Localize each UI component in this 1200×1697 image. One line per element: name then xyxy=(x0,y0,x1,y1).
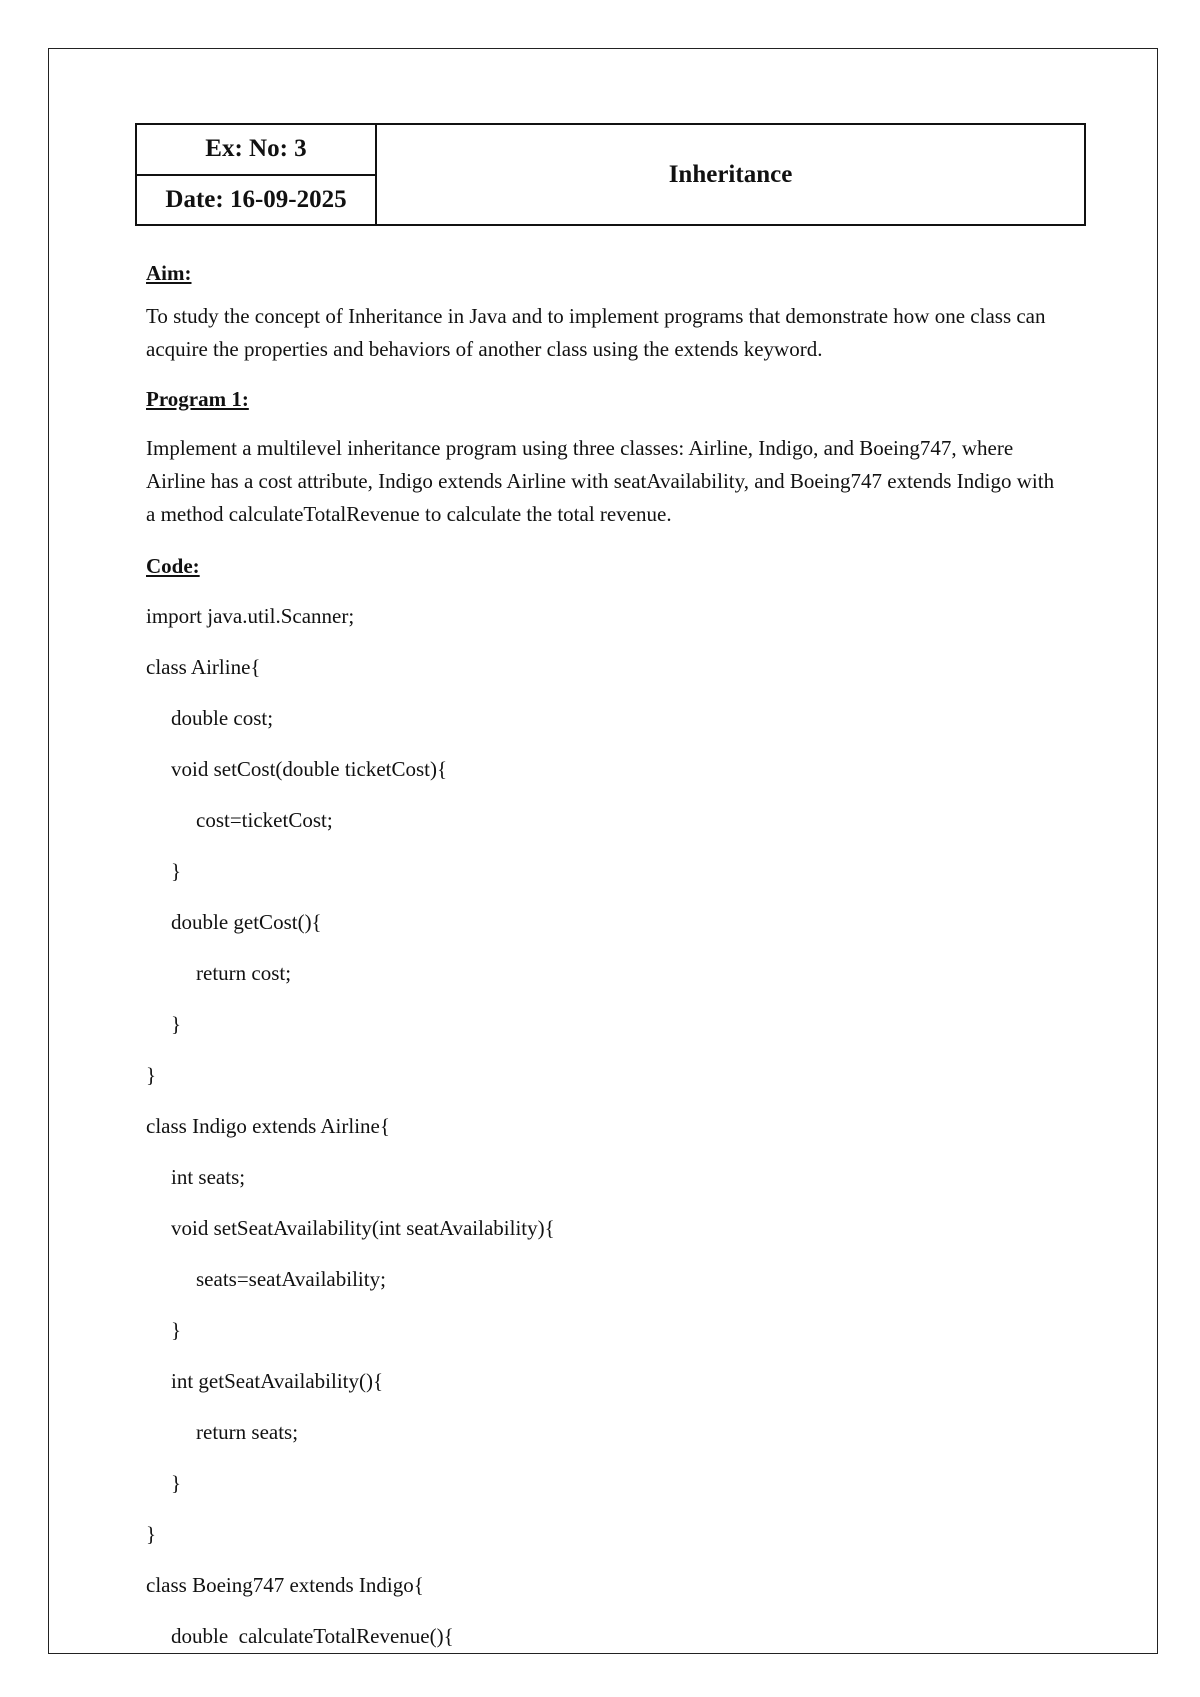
code-line: } xyxy=(171,1318,182,1342)
code-line: } xyxy=(171,1012,182,1036)
code-line: } xyxy=(171,859,182,883)
aim-heading: Aim: xyxy=(146,261,192,285)
exercise-title: Inheritance xyxy=(668,160,793,188)
code-line: int seats; xyxy=(171,1165,246,1189)
exercise-number: Ex: No: 3 xyxy=(137,125,375,176)
code-line: import java.util.Scanner; xyxy=(146,604,355,628)
code-line: return seats; xyxy=(196,1420,299,1444)
code-line: void setCost(double ticketCost){ xyxy=(171,757,448,781)
code-line: void setSeatAvailability(int seatAvailability){ xyxy=(171,1216,555,1240)
code-line: int getSeatAvailability(){ xyxy=(171,1369,384,1393)
document-body xyxy=(146,258,1066,1672)
code-line: } xyxy=(146,1522,157,1546)
code-line: double cost; xyxy=(171,706,274,730)
code-line: } xyxy=(171,1471,182,1495)
code-line: class Boeing747 extends Indigo{ xyxy=(146,1573,424,1597)
code-line: } xyxy=(146,1063,157,1087)
code-line: class Airline{ xyxy=(146,655,261,679)
program-heading: Program 1: xyxy=(146,387,249,411)
code-line: return cost; xyxy=(196,961,292,985)
code-block xyxy=(146,601,1066,1672)
code-line: class Indigo extends Airline{ xyxy=(146,1114,390,1138)
code-line: seats=seatAvailability; xyxy=(196,1267,386,1291)
header-table xyxy=(135,123,1086,226)
code-line: double calculateTotalRevenue(){ xyxy=(171,1624,454,1648)
aim-text: To study the concept of Inheritance in Java and to implement programs that demonstrate how one class can acquire the properties and behaviors of another class using the extends keyword. xyxy=(146,304,1046,361)
code-line: cost=ticketCost; xyxy=(196,808,333,832)
code-line: double getCost(){ xyxy=(171,910,322,934)
code-heading: Code: xyxy=(146,554,200,578)
program-description: Implement a multilevel inheritance program using three classes: Airline, Indigo, and Boeing747, where Airline has a cost attribute, Indigo extends Airline with seatAvailability, and Boeing747 extends Indigo with a method calculateTotalRevenue to calculate the total revenue. xyxy=(146,436,1055,526)
header-left-column xyxy=(137,125,377,224)
exercise-date: Date: 16-09-2025 xyxy=(165,185,347,213)
